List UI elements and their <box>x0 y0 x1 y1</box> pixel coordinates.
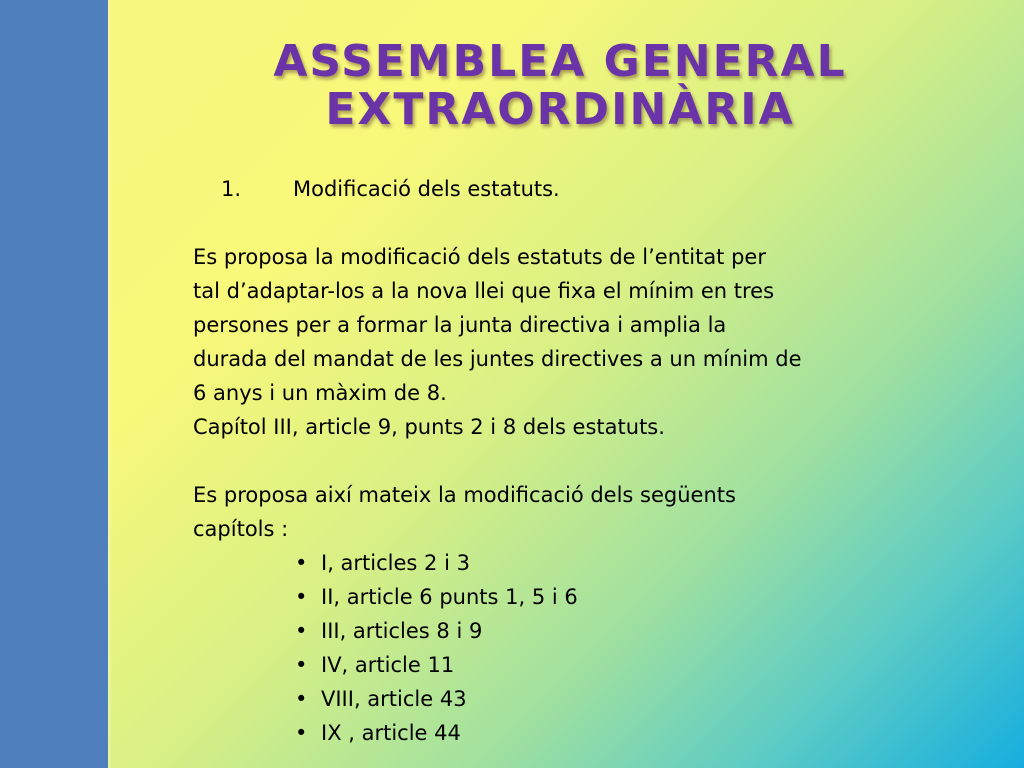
paragraph-line: tal d’adaptar-los a la nova llei que fixa el mínim en tres <box>193 279 775 303</box>
list-item-text: II, article 6 punts 1, 5 i 6 <box>321 585 578 609</box>
list-item <box>295 614 983 648</box>
bullet-icon: • <box>295 619 308 643</box>
list-item-text: VIII, article 43 <box>321 687 467 711</box>
bullet-icon: • <box>295 653 308 677</box>
item-number: 1. <box>221 177 242 201</box>
bullet-icon: • <box>295 585 308 609</box>
list-item <box>295 682 983 716</box>
slide-title <box>150 38 970 134</box>
sidebar-edge-highlight <box>108 0 112 768</box>
bullet-icon: • <box>295 551 308 575</box>
item-text: Modificació dels estatuts. <box>293 177 560 201</box>
list-item-text: III, articles 8 i 9 <box>321 619 483 643</box>
slide-body <box>193 172 983 750</box>
left-sidebar-band <box>0 0 108 768</box>
paragraph-chapter-ref: Capítol III, article 9, punts 2 i 8 dels estatuts. <box>193 415 665 439</box>
spacer <box>193 206 983 240</box>
numbered-item <box>193 172 983 206</box>
paragraph-line: Es proposa la modificació dels estatuts de l’entitat per <box>193 245 766 269</box>
bullet-icon: • <box>295 721 308 745</box>
paragraph-proposal <box>193 240 983 410</box>
paragraph-also-proposed <box>193 478 983 546</box>
title-line-1: ASSEMBLEA GENERAL <box>273 36 847 87</box>
bullet-icon: • <box>295 687 308 711</box>
list-item <box>295 648 983 682</box>
paragraph-line: capítols : <box>193 517 289 541</box>
list-item-text: IV, article 11 <box>321 653 455 677</box>
chapter-list <box>193 546 983 750</box>
list-item-text: I, articles 2 i 3 <box>321 551 470 575</box>
title-line-2: EXTRAORDINÀRIA <box>325 84 795 135</box>
spacer <box>193 444 983 478</box>
paragraph-line: 6 anys i un màxim de 8. <box>193 381 447 405</box>
list-item <box>295 716 983 750</box>
list-item <box>295 546 983 580</box>
paragraph-line: durada del mandat de les juntes directives a un mínim de <box>193 347 802 371</box>
list-item <box>295 580 983 614</box>
list-item-text: IX , article 44 <box>321 721 461 745</box>
paragraph-line: persones per a formar la junta directiva i amplia la <box>193 313 727 337</box>
paragraph-line: Es proposa així mateix la modificació dels següents <box>193 483 736 507</box>
